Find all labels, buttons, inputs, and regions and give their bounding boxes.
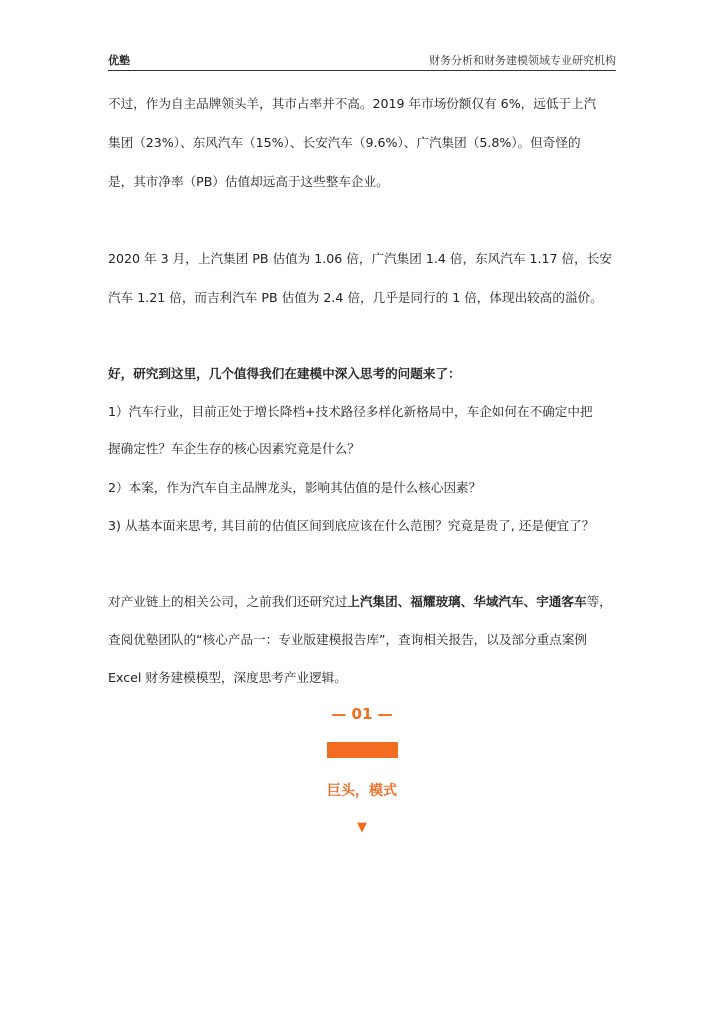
brand-name: 优塾 xyxy=(108,54,130,67)
related-companies: 上汽集团、福耀玻璃、华域汽车、宇通客车 xyxy=(347,594,587,609)
brand-tagline: 财务分析和财务建模领域专业研究机构 xyxy=(429,54,616,67)
section-title: 巨头，模式 xyxy=(327,783,397,799)
question-1-line-1: 1）汽车行业，目前正处于增长降档+技术路径多样化新格局中，车企如何在不确定中把 xyxy=(108,404,593,419)
paragraph-3-line-3: Excel 财务建模模型，深度思考产业逻辑。 xyxy=(108,670,347,685)
questions-heading-text: 好，研究到这里，几个值得我们在建模中深入思考的问题来了： xyxy=(108,366,461,381)
paragraph-2-line-1: 2020 年 3 月，上汽集团 PB 估值为 1.06 倍，广汽集团 1.4 倍，东风汽车 1.17 倍，长安 xyxy=(108,251,612,266)
paragraph-3-line-2: 查阅优塾团队的“核心产品一：专业版建模报告库”，查询相关报告，以及部分重点案例 xyxy=(108,632,588,647)
paragraph-3-prefix: 对产业链上的相关公司，之前我们还研究过 xyxy=(108,594,348,609)
paragraph-2-line-2: 汽车 1.21 倍，而吉利汽车 PB 估值为 2.4 倍，几乎是同行的 1 倍，体现出较高的溢价。 xyxy=(108,290,603,305)
paragraph-1-line-1: 不过，作为自主品牌领头羊，其市占率并不高。2019 年市场份额仅有 6%，远低于上汽 xyxy=(108,96,597,111)
question-2: 2）本案，作为汽车自主品牌龙头，影响其估值的是什么核心因素？ xyxy=(108,480,482,495)
paragraph-1-line-2: 集团（23%）、东风汽车（15%）、长安汽车（9.6%）、广汽集团（5.8%）。但奇怪的 xyxy=(108,135,581,150)
down-arrow-icon: ▼ xyxy=(357,820,367,835)
paragraph-3-line-1 xyxy=(108,592,612,612)
questions-heading xyxy=(108,364,461,384)
section-divider-bar xyxy=(327,742,398,758)
paragraph-3-suffix: 等， xyxy=(586,594,612,609)
question-1-line-2: 握确定性？车企生存的核心因素究竟是什么？ xyxy=(108,441,360,456)
paragraph-1-line-3: 是，其市净率（PB）估值却远高于这些整车企业。 xyxy=(108,174,389,189)
question-3: 3) 从基本面来思考, 其目前的估值区间到底应该在什么范围？究竟是贵了, 还是便宜了？ xyxy=(108,518,595,533)
page-header xyxy=(108,50,616,71)
section-number: — 01 — xyxy=(331,705,393,723)
